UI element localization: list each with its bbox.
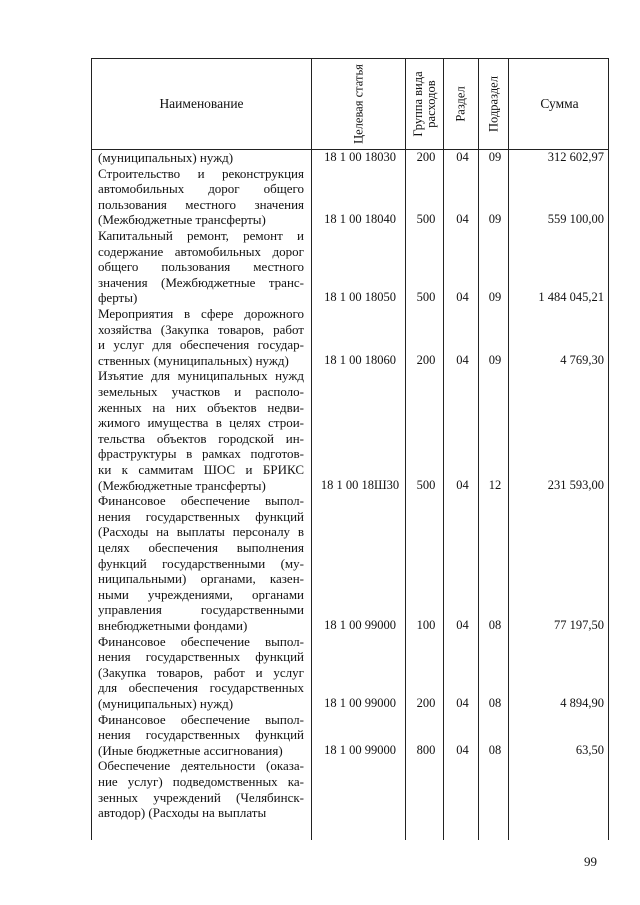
row-name-line: содержание автомобильных дорог [98, 243, 304, 259]
row-name-line: нения государственных функций [98, 649, 304, 665]
row-group: 500 [416, 290, 436, 305]
row-name-line: пользования местного значения [98, 196, 304, 212]
row-code: 18 1 00 18Ш30 [320, 477, 400, 492]
row-name-line: ферты) [98, 290, 138, 306]
row-name-line: для обеспечения государственных [98, 680, 304, 696]
row-group: 200 [416, 696, 436, 710]
row-name [98, 634, 304, 712]
row-group: 500 [416, 477, 436, 492]
row-code: 18 1 00 99000 [324, 742, 396, 757]
row-code: 18 1 00 99000 [324, 618, 396, 632]
row-name-line: Обеспечение деятельности (оказа- [98, 758, 304, 774]
row-name [98, 712, 304, 759]
row-sum: 77 197,50 [554, 618, 604, 632]
row-name [98, 306, 304, 368]
row-name-line: Капитальный ремонт, ремонт и [98, 228, 304, 243]
page-number: 99 [584, 854, 597, 869]
row-code: 18 1 00 18050 [324, 290, 396, 305]
column-divider [311, 150, 312, 840]
row-section: 04 [456, 352, 469, 367]
row-section: 04 [456, 290, 469, 305]
row-subsection: 09 [488, 212, 502, 227]
header-code-cell [312, 59, 406, 149]
row-name-line: (Расходы на выплаты персоналу в [98, 524, 304, 540]
row-name-line: и услуг для обеспечения государ- [98, 337, 304, 353]
row-name-line: ние услуг) подведомственных ка- [98, 773, 304, 789]
header-group: Группа вида расходов [410, 71, 438, 137]
row-name-line: функций государственными (му- [98, 555, 304, 571]
row-code: 18 1 00 18060 [324, 352, 396, 367]
header-name: Наименование [159, 96, 244, 111]
row-subsection: 12 [488, 477, 502, 492]
header-code: Целевая статья [351, 64, 365, 144]
row-section: 04 [456, 150, 469, 164]
row-name-line: Финансовое обеспечение выпол- [98, 633, 304, 649]
row-subsection: 09 [488, 290, 502, 305]
row-code: 18 1 00 99000 [324, 696, 396, 710]
row-name [98, 493, 304, 633]
row-name-line: общего пользования местного [98, 259, 304, 275]
row-name-line: ными учреждениями, органами [98, 586, 304, 602]
row-group: 100 [416, 618, 436, 632]
row-name-line: внебюджетными фондами) [98, 617, 248, 633]
row-subsection: 08 [488, 742, 502, 757]
row-name-line: автодор) (Расходы на выплаты [98, 805, 267, 821]
row-group: 800 [416, 742, 436, 757]
row-name-line: земельных участков и располо- [98, 383, 304, 399]
header-subsection: Подраздел [486, 76, 500, 132]
row-name-line: (Межбюджетные трансферты) [98, 477, 266, 493]
row-group: 500 [416, 212, 436, 227]
table-body [91, 150, 609, 840]
row-name-line: зенных учреждений (Челябинск- [98, 789, 304, 805]
row-name-line: жимого имущества в целях строи- [98, 415, 304, 431]
row-code: 18 1 00 18040 [324, 212, 396, 227]
column-divider [405, 150, 406, 840]
row-name-line: тельства объектов городской ин- [98, 430, 304, 446]
column-divider [478, 150, 479, 840]
row-name-line: хозяйства (Закупка товаров, работ [98, 321, 304, 337]
header-section-cell [444, 59, 479, 149]
column-divider [443, 150, 444, 840]
row-sum: 312 602,97 [547, 150, 604, 164]
row-name-line: ниципальными) органами, казен- [98, 571, 304, 587]
row-name-line: Изъятие для муниципальных нужд [98, 368, 304, 384]
row-name-line: (Межбюджетные трансферты) [98, 212, 266, 228]
row-name-line: целях обеспечения выполнения [98, 539, 304, 555]
header-subsection-cell [479, 59, 509, 149]
row-name-line: ки к саммитам ШОС и БРИКС [98, 461, 304, 477]
row-name-line: женных на них объектов недви- [98, 399, 304, 415]
row-name [98, 228, 304, 306]
row-subsection: 08 [488, 618, 502, 632]
row-name-line: значения (Межбюджетные транс- [98, 274, 304, 290]
row-name [98, 758, 304, 820]
row-name-line: Финансовое обеспечение выпол- [98, 711, 304, 727]
row-name [98, 166, 304, 228]
column-divider [508, 150, 509, 840]
row-name-line: Мероприятия в сфере дорожного [98, 306, 304, 321]
row-name-line: (Закупка товаров, работ и услуг [98, 664, 304, 680]
row-code: 18 1 00 18030 [324, 150, 396, 164]
header-sum-cell [509, 59, 610, 149]
row-name [98, 368, 304, 493]
row-section: 04 [456, 212, 469, 227]
row-name-line: управления государственными [98, 602, 304, 618]
row-group: 200 [416, 150, 436, 164]
row-name-line: (муниципальных) нужд) [98, 150, 234, 165]
row-name-line: нения государственных функций [98, 508, 304, 524]
row-section: 04 [456, 618, 469, 632]
row-name-line: (Иные бюджетные ассигнования) [98, 742, 283, 758]
row-sum: 1 484 045,21 [538, 290, 604, 305]
row-name-line: нения государственных функций [98, 727, 304, 743]
row-name [98, 150, 304, 166]
row-section: 04 [456, 742, 469, 757]
row-name-line: ственных (муниципальных) нужд) [98, 352, 289, 368]
table-header [91, 58, 609, 150]
header-group-cell [406, 59, 444, 149]
row-subsection: 09 [488, 150, 502, 164]
header-section: Раздел [453, 86, 468, 122]
row-group: 200 [416, 352, 436, 367]
row-name-line: автомобильных дорог общего [98, 181, 304, 197]
row-sum: 231 593,00 [547, 477, 604, 492]
row-section: 04 [456, 477, 469, 492]
budget-table [91, 58, 609, 840]
header-sum: Сумма [540, 96, 579, 111]
row-sum: 63,50 [575, 742, 604, 757]
row-subsection: 09 [488, 352, 502, 367]
row-section: 04 [456, 696, 469, 710]
row-sum: 559 100,00 [547, 212, 604, 227]
row-name-line: (муниципальных) нужд) [98, 695, 234, 711]
row-name-line: Финансовое обеспечение выпол- [98, 493, 304, 509]
row-name-line: фраструктуры в рамках подготов- [98, 446, 304, 462]
header-name-cell [92, 59, 312, 149]
row-sum: 4 769,30 [560, 352, 604, 367]
row-name-line: Строительство и реконструкция [98, 165, 304, 181]
row-subsection: 08 [488, 696, 502, 710]
row-sum: 4 894,90 [560, 696, 604, 710]
